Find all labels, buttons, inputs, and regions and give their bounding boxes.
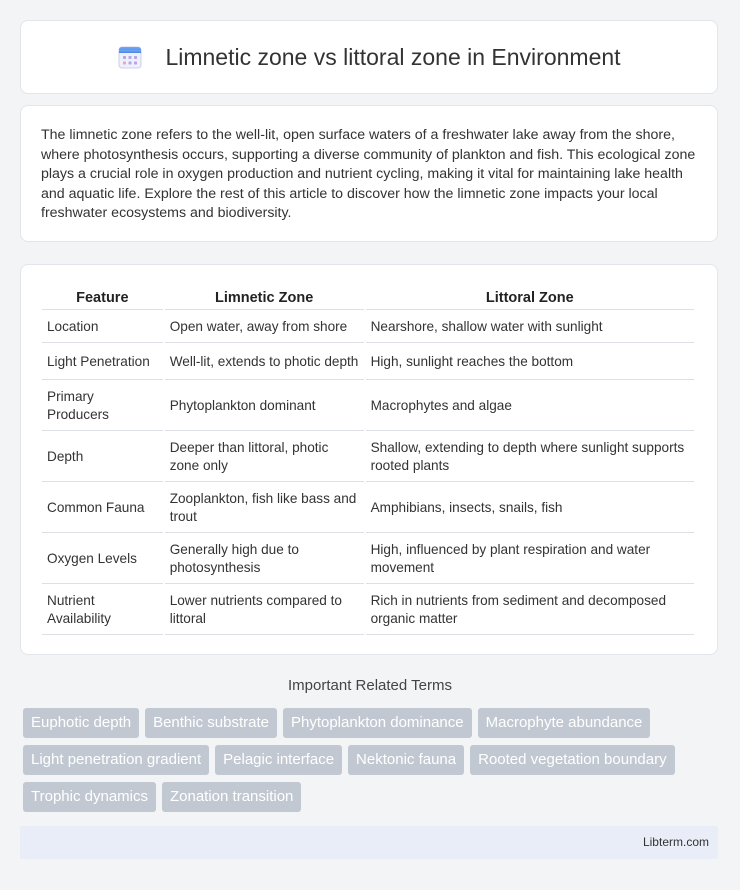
table-row: [42, 345, 694, 380]
cell-feature: Depth: [42, 433, 163, 482]
intro-paragraph: The limnetic zone refers to the well-lit, open surface waters of a freshwater lake away from the shore, where photosynthesis occurs, supporting a diverse community of plankton and fish. This ecological zone plays a crucial role in oxygen production and nutrient cycling, making it vital for maintaining lake health and aquatic life. Explore the rest of this article to discover how the limnetic zone impacts your local freshwater ecosystems and biodiversity.: [41, 127, 696, 222]
related-term-tag[interactable]: Nektonic fauna: [348, 745, 464, 775]
cell-littoral: High, sunlight reaches the bottom: [366, 345, 694, 380]
related-term-tag[interactable]: Rooted vegetation boundary: [470, 745, 674, 775]
table-row: [42, 586, 694, 635]
table-header-row: [42, 285, 694, 310]
calendar-icon: [117, 44, 143, 70]
header-littoral-zone: Littoral Zone: [366, 285, 694, 310]
cell-littoral: Rich in nutrients from sediment and decomposed organic matter: [366, 586, 694, 635]
comparison-card: [20, 264, 718, 655]
table-row: [42, 312, 694, 343]
related-terms-heading: Important Related Terms: [288, 677, 452, 694]
cell-limnetic: Well-lit, extends to photic depth: [165, 345, 364, 380]
related-term-tag[interactable]: Benthic substrate: [145, 708, 277, 738]
comparison-table: [40, 283, 696, 637]
header-feature: Feature: [42, 285, 163, 310]
cell-feature: Primary Producers: [42, 382, 163, 431]
cell-feature: Common Fauna: [42, 484, 163, 533]
title-card: [20, 20, 718, 94]
cell-littoral: Macrophytes and algae: [366, 382, 694, 431]
table-row: [42, 535, 694, 584]
table-row: [42, 484, 694, 533]
header-limnetic-zone: Limnetic Zone: [165, 285, 364, 310]
related-term-tag[interactable]: Macrophyte abundance: [478, 708, 651, 738]
cell-littoral: High, influenced by plant respiration and water movement: [366, 535, 694, 584]
related-term-tag[interactable]: Zonation transition: [162, 782, 301, 812]
table-row: [42, 433, 694, 482]
cell-littoral: Amphibians, insects, snails, fish: [366, 484, 694, 533]
cell-littoral: Nearshore, shallow water with sunlight: [366, 312, 694, 343]
cell-limnetic: Open water, away from shore: [165, 312, 364, 343]
related-term-tag[interactable]: Trophic dynamics: [23, 782, 156, 812]
cell-feature: Location: [42, 312, 163, 343]
related-term-tag[interactable]: Pelagic interface: [215, 745, 342, 775]
cell-limnetic: Deeper than littoral, photic zone only: [165, 433, 364, 482]
cell-feature: Nutrient Availability: [42, 586, 163, 635]
cell-feature: Oxygen Levels: [42, 535, 163, 584]
cell-littoral: Shallow, extending to depth where sunlight supports rooted plants: [366, 433, 694, 482]
cell-limnetic: Lower nutrients compared to littoral: [165, 586, 364, 635]
table-row: [42, 382, 694, 431]
cell-limnetic: Zooplankton, fish like bass and trout: [165, 484, 364, 533]
related-term-tag[interactable]: Euphotic depth: [23, 708, 139, 738]
cell-feature: Light Penetration: [42, 345, 163, 380]
intro-card: [20, 105, 718, 242]
related-term-tag[interactable]: Light penetration gradient: [23, 745, 209, 775]
footer-site-link[interactable]: Libterm.com: [642, 835, 709, 849]
related-term-tag[interactable]: Phytoplankton dominance: [283, 708, 472, 738]
cell-limnetic: Generally high due to photosynthesis: [165, 535, 364, 584]
footer: [20, 826, 718, 859]
related-terms-list: [23, 708, 723, 812]
cell-limnetic: Phytoplankton dominant: [165, 382, 364, 431]
page-title: Limnetic zone vs littoral zone in Environment: [165, 43, 621, 70]
